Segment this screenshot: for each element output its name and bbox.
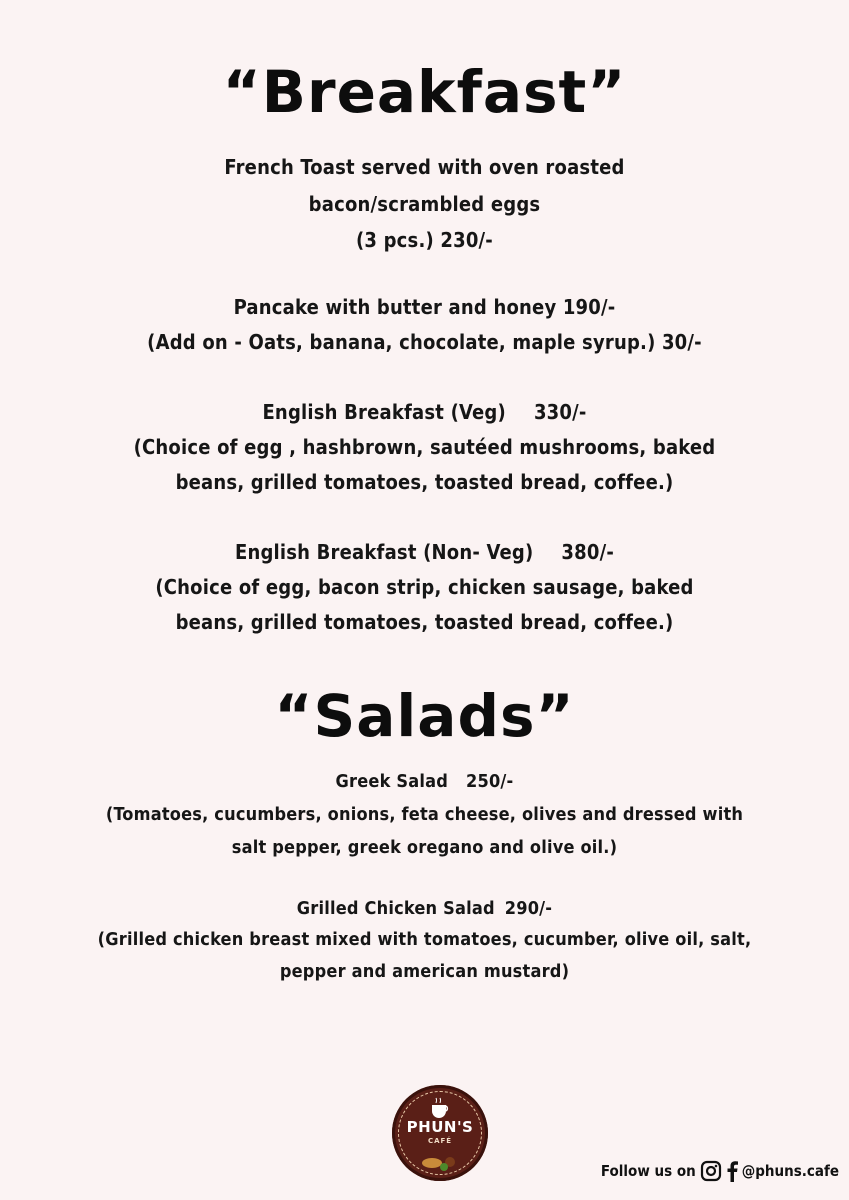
menu-item-price: 330/- <box>533 400 587 424</box>
menu-item-line: Pancake with butter and honey 190/- <box>233 295 616 319</box>
menu-item-line: beans, grilled tomatoes, toasted bread, coffee.) <box>175 610 674 634</box>
social-follow <box>601 1160 839 1182</box>
menu-item-line: (Choice of egg, bacon strip, chicken sausage, baked <box>155 575 694 599</box>
menu-item-price: 250/- <box>466 771 514 792</box>
menu-item-price: 290/- <box>504 898 553 919</box>
salads-title: “Salads” <box>274 682 575 750</box>
menu-item-line: (Grilled chicken breast mixed with tomatoes, cucumber, olive oil, salt, <box>97 929 752 950</box>
menu-item-heading <box>0 771 849 792</box>
menu-item-line: bacon/scrambled eggs <box>308 192 541 216</box>
menu-item-line: beans, grilled tomatoes, toasted bread, coffee.) <box>175 470 674 494</box>
follow-text: Follow us on <box>600 1162 696 1180</box>
menu-item-line: (Tomatoes, cucumbers, onions, feta cheese, olives and dressed with <box>105 804 744 825</box>
menu-item-heading <box>0 540 849 564</box>
menu-item-price: 380/- <box>561 540 615 564</box>
menu-item-name: English Breakfast (Veg) <box>262 400 506 424</box>
social-handle[interactable]: @phuns.cafe <box>741 1162 839 1180</box>
logo-name: PHUN'S <box>406 1118 474 1136</box>
menu-item-name: Grilled Chicken Salad <box>296 898 495 919</box>
breakfast-title: “Breakfast” <box>222 58 627 126</box>
cafe-logo <box>392 1085 488 1181</box>
menu-item-line: salt pepper, greek oregano and olive oil.) <box>231 837 618 858</box>
menu-item-name: Greek Salad <box>335 771 449 792</box>
menu-item-line: (3 pcs.) 230/- <box>356 228 493 252</box>
menu-item-line: French Toast served with oven roasted <box>224 155 625 179</box>
menu-item-name: English Breakfast (Non- Veg) <box>234 540 534 564</box>
logo-sub: CAFÉ <box>427 1137 453 1145</box>
facebook-icon[interactable] <box>726 1160 738 1182</box>
menu-item-heading <box>0 898 849 919</box>
menu-item-heading <box>0 400 849 424</box>
menu-item-line: (Add on - Oats, banana, chocolate, maple syrup.) 30/- <box>147 330 702 354</box>
instagram-icon[interactable] <box>700 1160 722 1182</box>
menu-item-line: pepper and american mustard) <box>279 961 570 982</box>
menu-item-line: (Choice of egg , hashbrown, sautéed mushrooms, baked <box>133 435 716 459</box>
